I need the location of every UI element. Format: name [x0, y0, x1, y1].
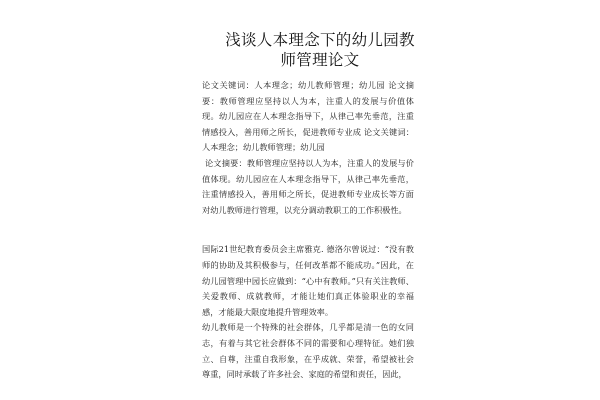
- paragraph-gap: [202, 218, 414, 242]
- abstract-paragraph: 论文摘要：教师管理应坚持以人为本，注重人的发展与价值体现。幼儿园应在人本理念指导下，从律己率先垂范，注重情感投入，善用师之所长，促进教师专业成长等方面对幼儿教师进行管理，以充分调动教职工的工作积极性。: [202, 157, 414, 215]
- title-line-2: 师管理论文: [280, 51, 360, 69]
- document-title: [200, 30, 440, 70]
- document-body: [202, 78, 414, 383]
- body-paragraph-1: 国际21世纪教育委员会主席雅克. 德洛尔曾说过：“没有教师的协助及其积极参与，任何改革都不能成功。”因此，在幼儿园管理中园长应做到：“心中有教师。”只有关注教师、关爱教师、成就教师，才能让她们真正体验职业的幸福感，才能最大限度地提升管理效率。: [202, 244, 414, 317]
- title-line-1: 浅谈人本理念下的幼儿园教: [225, 31, 415, 49]
- keywords-paragraph: 论文关键词：人本理念；幼儿教师管理；幼儿园 论文摘要：教师管理应坚持以人为本，注重人的发展与价值体现。幼儿园应在人本理念指导下，从律己率先垂范，注重情感投入，善用师之所长，促进教师专业成 论文关键词：人本理念；幼儿教师管理；幼儿园: [202, 80, 414, 153]
- body-paragraph-2: 幼儿教师是一个特殊的社会群体，几乎都是清一色的女同志，有着与其它社会群体不同的需要和心理特征。她们独立、自尊，注重自我形象，在乎成就、荣誉，希望被社会尊重，同时承载了许多社会、家庭的希望和责任，因此，: [202, 322, 414, 380]
